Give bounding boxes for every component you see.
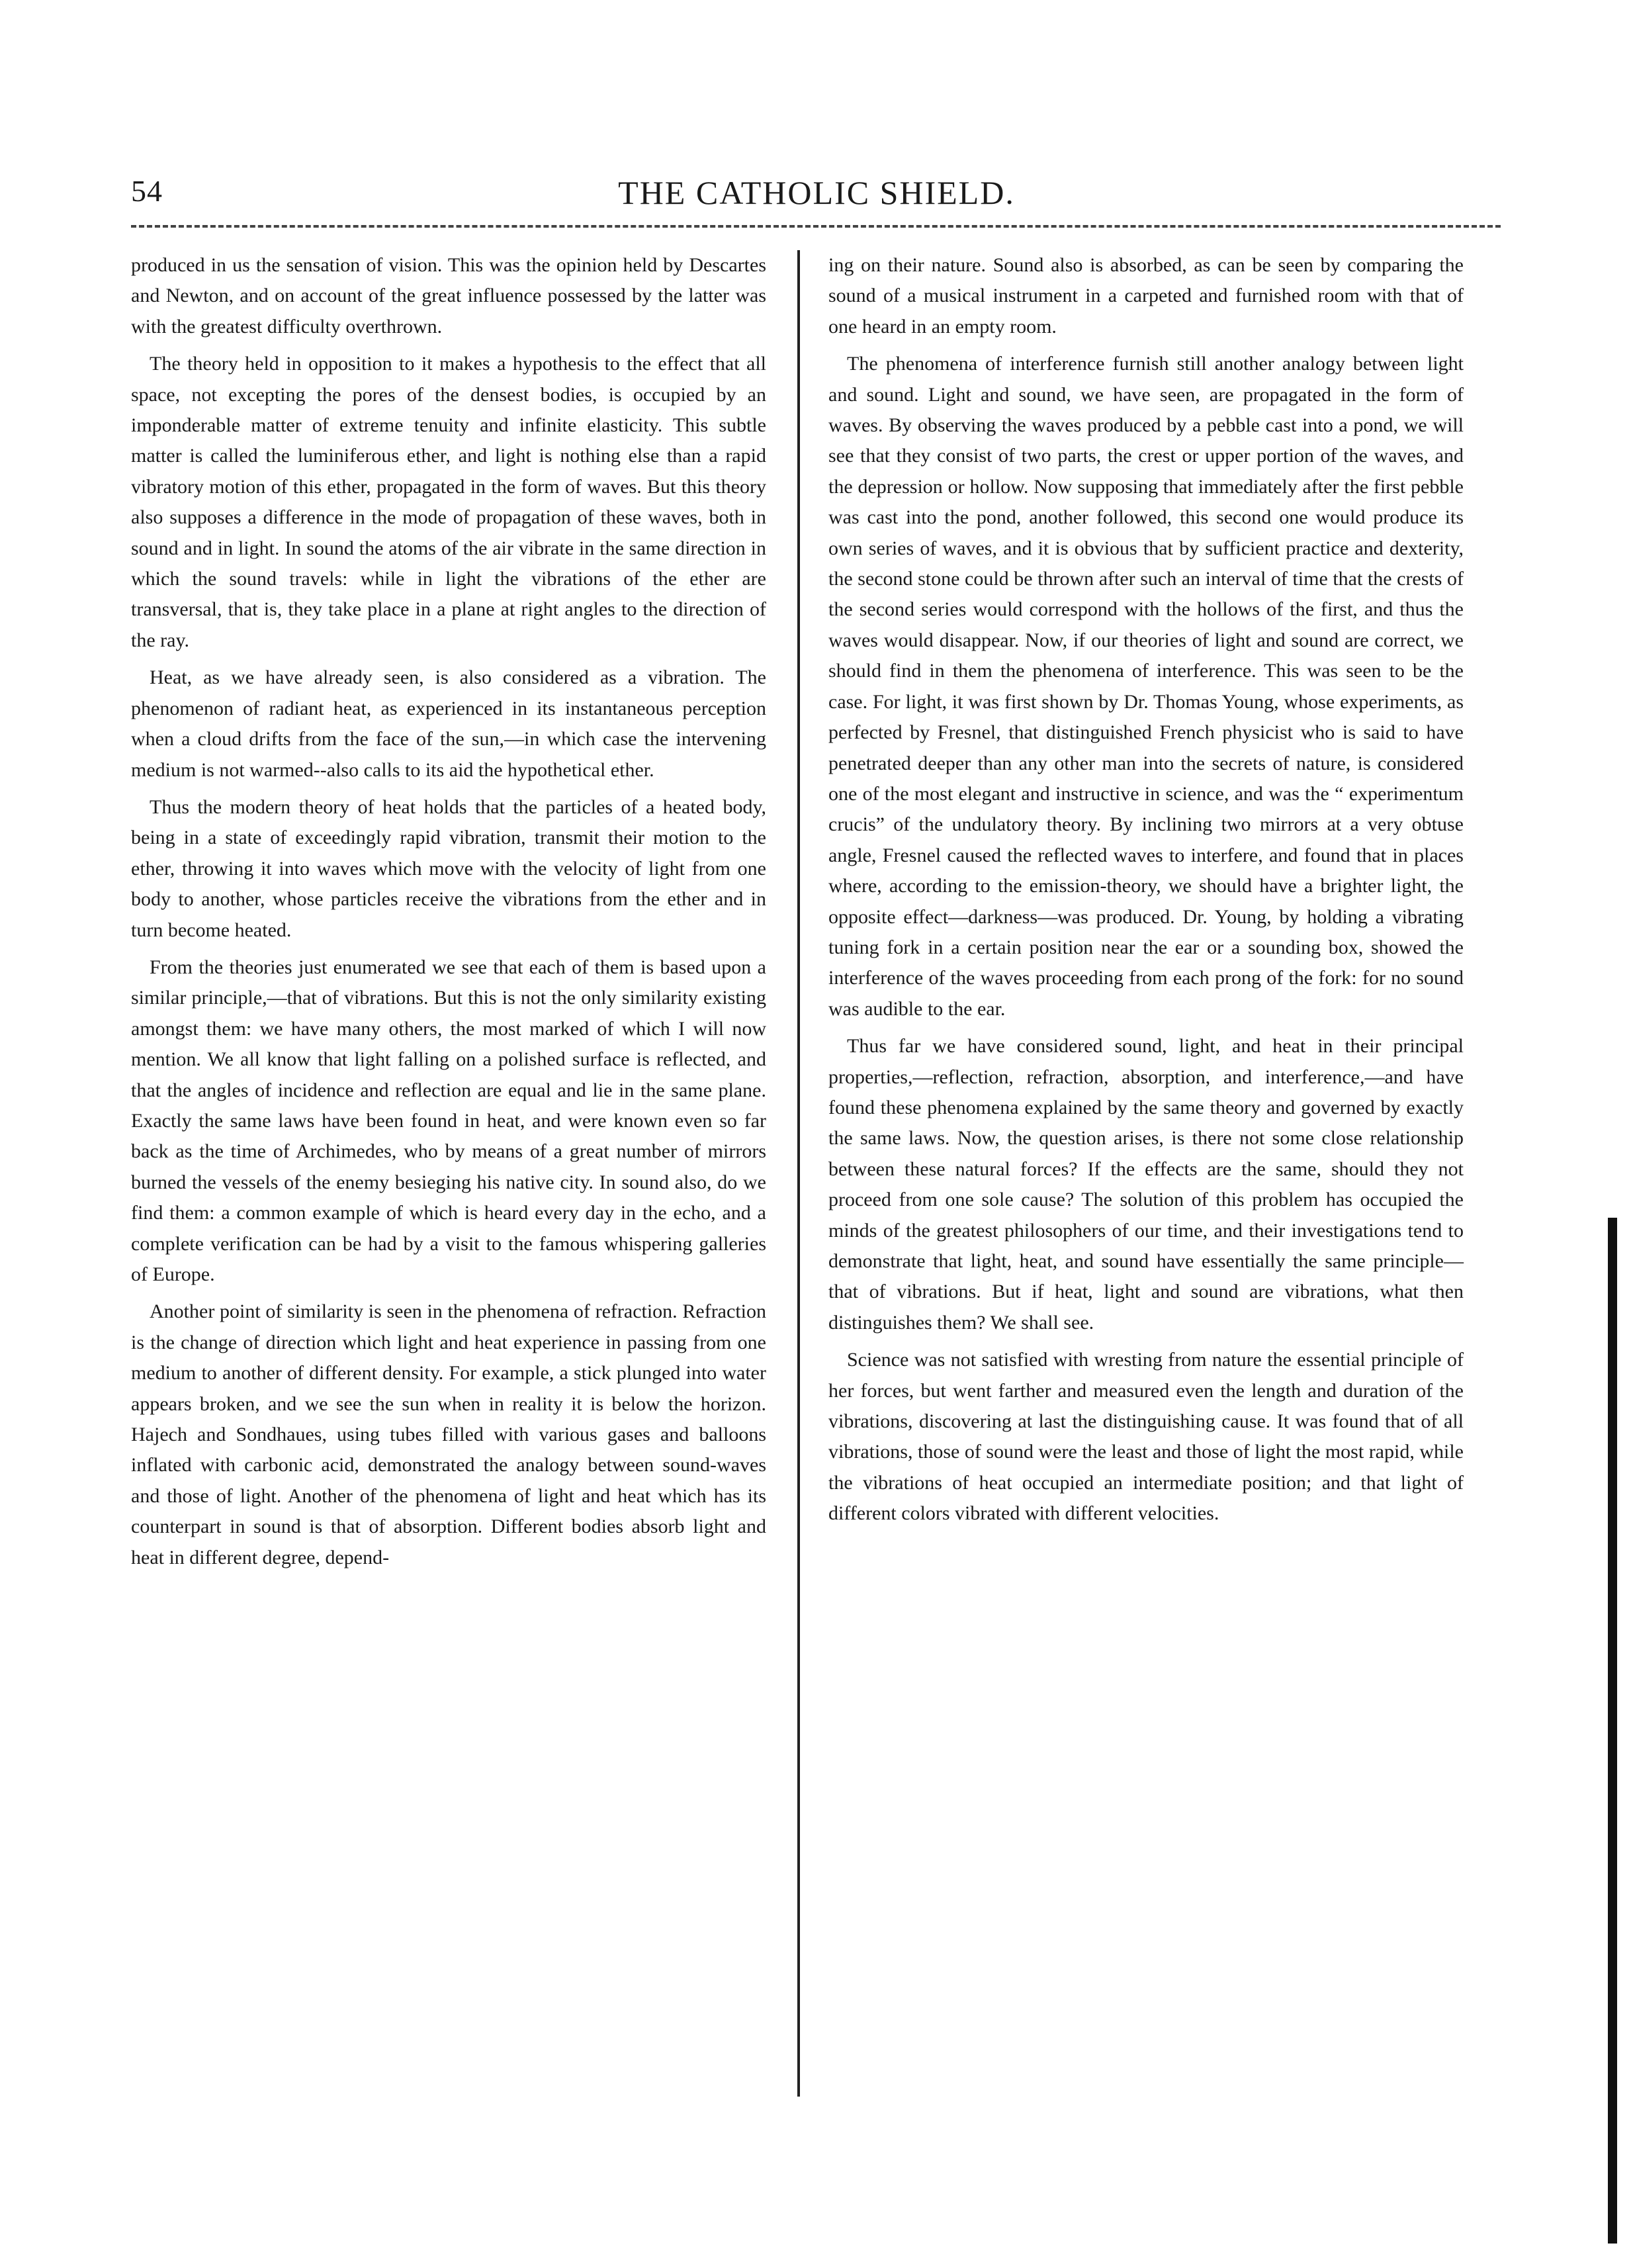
paragraph: The phenomena of interference furnish still another analogy between light and sound. Light and sound, we have seen, are propagated in the form of waves. By observing the waves produced by a pebble cast into a pond, we will see that they consist of two parts, the crest or upper portion of the waves, and the depression or hollow. Now supposing that immediately after the first pebble was cast into the pond, another followed, this second one would produce its own series of waves, and it is obvious that by sufficient practice and dexterity, the second stone could be thrown after such an interval of time that the crests of the second series would correspond with the hollows of the first, and thus the waves would disappear. Now, if our theories of light and sound are correct, we should find in them the phenomena of interference. This was seen to be the case. For light, it was first shown by Dr. Thomas Young, whose experiments, as perfected by Fresnel, that distinguished French physicist who is said to have penetrated deeper than any other man into the secrets of nature, is considered one of the most elegant and instructive in science, and was the “ experimentum crucis” of the undulatory theory. By inclining two mirrors at a very obtuse angle, Fresnel caused the reflected waves to interfere, and found that in places where, according to the emission-theory, we should have a brighter light, the opposite effect—darkness—was produced. Dr. Young, by holding a vibrating tuning fork in a certain position near the ear or a sounding box, showed the interference of the waves proceeding from each prong of the fork: for no sound was audible to the ear. bbox=[828, 353, 1464, 1020]
left-column bbox=[131, 250, 766, 1580]
paragraph: Thus far we have considered sound, light, and heat in their principal properties,—reflection, refraction, absorption, and interference,—and have found these phenomena explained by the same theory and governed by exactly the same laws. Now, the question arises, is there not some close relationship between these natural forces? If the effects are the same, should they not proceed from one sole cause? The solution of this problem has occupied the minds of the greatest philosophers of our time, and their investigations tend to demonstrate that light, heat, and sound have essentially the same principle—that of vibrations. But if heat, light and sound are vibrations, what then distinguishes them? We shall see. bbox=[828, 1035, 1464, 1334]
paragraph: From the theories just enumerated we see that each of them is based upon a similar principle,—that of vibrations. But this is not the only similarity existing amongst them: we have many others, the most marked of which I will now mention. We all know that light falling on a polished surface is reflected, and that the angles of incidence and reflection are equal and lie in the same plane. Exactly the same laws have been found in heat, and were known even so far back as the time of Archimedes, who by means of a great number of mirrors burned the vessels of the enemy besieging his native city. In sound also, do we find them: a common example of which is heard every day in the echo, and a complete verification can be had by a visit to the famous whispering galleries of Europe. bbox=[131, 956, 766, 1285]
page-number: 54 bbox=[131, 174, 163, 208]
paragraph: ing on their nature. Sound also is absorbed, as can be seen by comparing the sound of a musical instrument in a carpeted and furnished room with that of one heard in an empty room. bbox=[828, 254, 1464, 338]
running-head-title: THE CATHOLIC SHIELD. bbox=[618, 174, 1015, 211]
page-edge-shadow bbox=[1608, 1218, 1617, 2244]
paragraph: Another point of similarity is seen in the phenomena of refraction. Refraction is the change of direction which light and heat experience in passing from one medium to another of different density. For example, a stick plunged into water appears broken, and we see the sun when in reality it is below the horizon. Hajech and Sondhaues, using tubes filled with various gases and balloons inflated with carbonic acid, demonstrated the analogy between sound-waves and those of light. Another of the phenomena of light and heat which has its counterpart in sound is that of absorption. Different bodies absorb light and heat in different degree, depend- bbox=[131, 1300, 766, 1568]
right-column bbox=[828, 250, 1464, 1536]
paragraph: produced in us the sensation of vision. This was the opinion held by Descartes and Newton, and on account of the great influence possessed by the latter was with the greatest difficulty overthrown. bbox=[131, 254, 766, 338]
paragraph: Thus the modern theory of heat holds that the particles of a heated body, being in a state of exceedingly rapid vibration, transmit their motion to the ether, throwing it into waves which move with the velocity of light from one body to another, whose particles receive the vibrations from the ether and in turn become heated. bbox=[131, 795, 766, 941]
paragraph: The theory held in opposition to it makes a hypothesis to the effect that all space, not excepting the pores of the densest bodies, is occupied by an imponderable matter of extreme tenuity and infinite elasticity. This subtle matter is called the luminiferous ether, and light is nothing else than a rapid vibratory motion of this ether, propagated in the form of waves. But this theory also supposes a difference in the mode of propagation of these waves, both in sound and in light. In sound the atoms of the air vibrate in the same direction in which the sound travels: while in light the vibrations of the ether are transversal, that is, they take place in a plane at right angles to the direction of the ray. bbox=[131, 353, 766, 651]
column-divider bbox=[797, 250, 800, 2097]
header-rule bbox=[131, 225, 1501, 228]
paragraph: Science was not satisfied with wresting from nature the essential principle of her forces, but went farther and measured even the length and duration of the vibrations, discovering at last the distinguishing cause. It was found that of all vibrations, those of sound were the least and those of light the most rapid, while the vibrations of heat occupied an intermediate position; and that light of different colors vibrated with different velocities. bbox=[828, 1349, 1464, 1525]
paragraph: Heat, as we have already seen, is also considered as a vibration. The phenomenon of radiant heat, as experienced in its instantaneous perception when a cloud drifts from the face of the sun,—in which case the intervening medium is not warmed--also calls to its aid the hypothetical ether. bbox=[131, 666, 766, 781]
